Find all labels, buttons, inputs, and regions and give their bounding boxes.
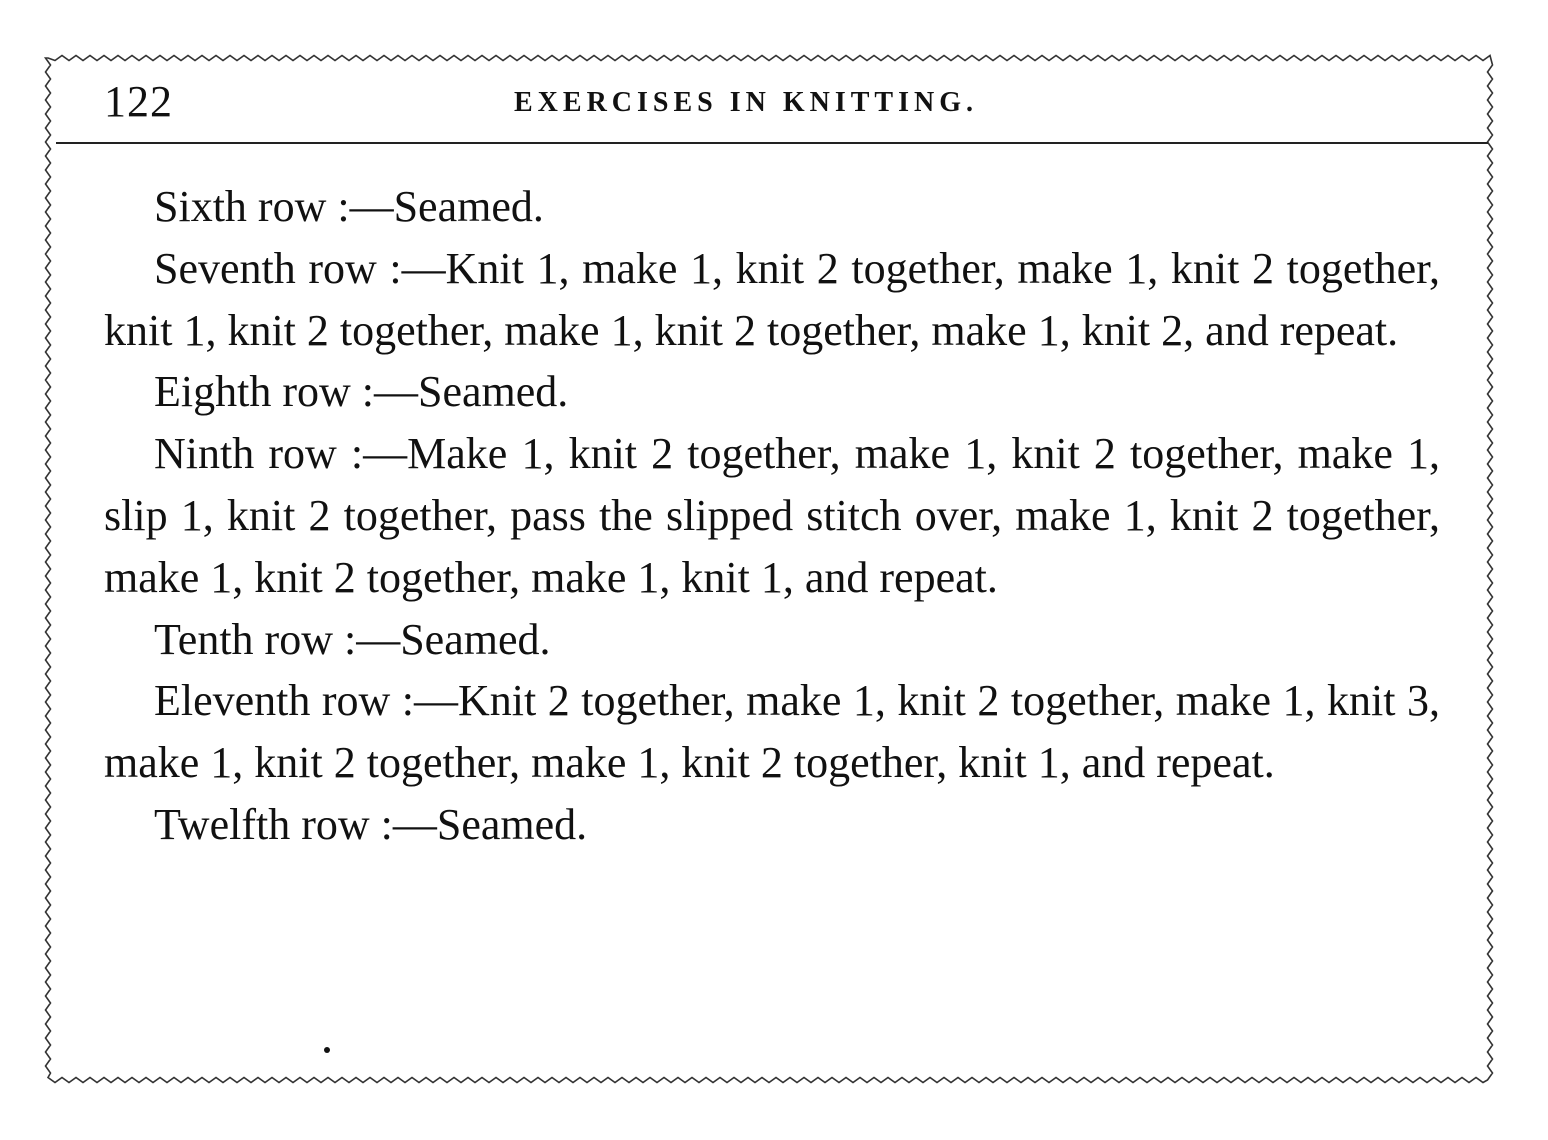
page-header xyxy=(104,74,1440,130)
page-number: 122 xyxy=(104,77,173,126)
paragraph-tenth-row: Tenth row :—Seamed. xyxy=(154,614,551,664)
paragraph-sixth-row: Sixth row :—Seamed. xyxy=(154,182,544,231)
paragraph-twelfth-row: Twelfth row :—Seamed. xyxy=(154,799,588,849)
paragraph-eleventh-row: Eleventh row :—Knit 2 together, make 1, knit 2 together, make 1, knit 3, make 1, knit 2 together, make 1, knit 2 together, knit 1, and repeat. xyxy=(104,676,1440,788)
paragraph-ninth-row: Ninth row :—Make 1, knit 2 together, make 1, knit 2 together, make 1, slip 1, knit 2 together, pass the slipped stitch over, make 1, knit 2 together, make 1, knit 2 together, make 1, knit 1, and repeat. xyxy=(104,429,1440,602)
ink-speck xyxy=(324,1047,330,1053)
paragraph-seventh-row: Seventh row :—Knit 1, make 1, knit 2 together, make 1, knit 2 together, knit 1, knit 2 together, make 1, knit 2 together, make 1, knit 2, and repeat. xyxy=(104,243,1440,355)
running-head: EXERCISES IN KNITTING. xyxy=(514,87,978,118)
body-text xyxy=(104,176,1440,856)
paragraph-eighth-row: Eighth row :—Seamed. xyxy=(154,367,569,417)
header-rule xyxy=(56,142,1488,144)
